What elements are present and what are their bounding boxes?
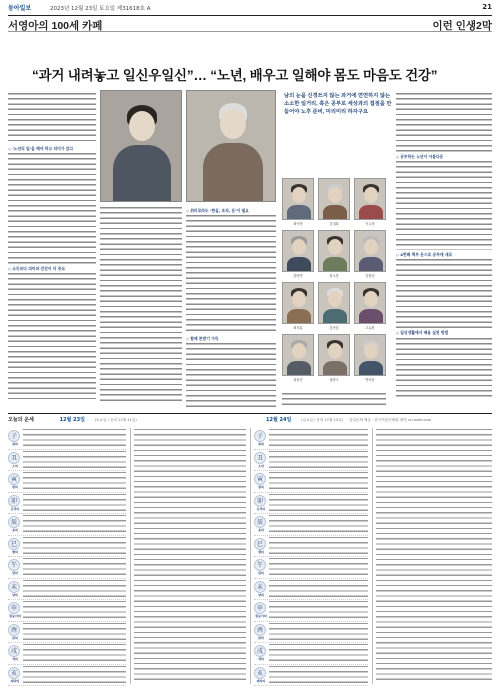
portrait-photo xyxy=(354,230,386,272)
sheep-icon: 未 xyxy=(8,581,20,593)
zodiac-entry xyxy=(8,450,126,472)
fortune-text xyxy=(269,600,368,620)
portrait-name: 이수정 xyxy=(365,222,375,226)
body-text xyxy=(396,337,492,397)
horoscope-date: 12월 23일 xyxy=(59,417,85,423)
zodiac-entry xyxy=(254,536,368,558)
article-column-5 xyxy=(396,92,492,410)
horoscope-source: 일일운세 제공 : 한국역술인협회 최면 nr.naver.com xyxy=(348,418,432,422)
horoscope-weekday: (토요일 / 음력 11월 11일) xyxy=(94,418,137,422)
article-photo-left xyxy=(100,90,182,202)
zodiac-entry xyxy=(8,471,126,493)
zodiac-name: 토끼띠 xyxy=(256,506,266,511)
section-divider xyxy=(8,413,492,414)
portrait-photo xyxy=(282,230,314,272)
zodiac-entry xyxy=(254,450,368,472)
horoscope-column-1 xyxy=(8,428,126,686)
horoscope-column-2 xyxy=(134,428,246,686)
zodiac-name: 닭띠 xyxy=(12,635,18,640)
newspaper-logo: 동아일보 xyxy=(8,5,32,12)
zodiac-name: 뱀띠 xyxy=(258,549,264,554)
dog-icon: 戌 xyxy=(8,645,20,657)
horse-icon: 午 xyxy=(8,559,20,571)
zodiac-name: 쥐띠 xyxy=(258,442,264,446)
zodiac-name: 돼지띠 xyxy=(10,678,20,683)
fortune-text xyxy=(376,428,492,684)
fortune-text xyxy=(23,471,126,491)
body-text xyxy=(8,272,96,402)
zodiac-entry xyxy=(8,579,126,601)
portrait-photo xyxy=(282,334,314,376)
horoscope-header-1 xyxy=(8,416,248,426)
fortune-text xyxy=(23,450,126,470)
subhead: ◇ 취미로라도 ‘현실, 조직, 돈’이 필요 xyxy=(186,208,249,213)
horoscope-weekday: (일요일 / 음력 11월 12일) xyxy=(301,418,344,422)
body-text xyxy=(396,160,492,250)
portrait-photo xyxy=(318,334,350,376)
zodiac-entry xyxy=(8,665,126,687)
body-text xyxy=(186,342,276,410)
horoscope-column-3 xyxy=(254,428,368,686)
portrait-photo xyxy=(354,334,386,376)
portrait-photo xyxy=(318,282,350,324)
zodiac-name: 개띠 xyxy=(258,657,264,661)
fortune-text xyxy=(23,579,126,599)
horoscope-header-2 xyxy=(252,416,492,426)
fortune-text xyxy=(23,557,126,577)
fortune-text xyxy=(23,536,126,556)
rooster-icon: 酉 xyxy=(8,624,20,636)
body-text xyxy=(396,258,492,328)
zodiac-entry xyxy=(8,536,126,558)
zodiac-name: 토끼띠 xyxy=(10,506,20,511)
zodiac-name: 소띠 xyxy=(258,463,264,468)
portrait-photo xyxy=(282,282,314,324)
fortune-text xyxy=(134,428,246,684)
zodiac-name: 원숭이띠 xyxy=(9,614,21,618)
sheep-icon: 未 xyxy=(254,581,266,593)
fortune-text xyxy=(269,665,368,685)
subhead: ◇ ‘노년의 일’을 해야 하고 의미가 있다 xyxy=(8,146,74,151)
column-separator xyxy=(250,428,251,684)
portrait-photo xyxy=(282,178,314,220)
subhead: ◇ 함께 본받기 가득 xyxy=(186,336,219,342)
portrait-name: 박지문 xyxy=(365,378,375,382)
fortune-text xyxy=(269,428,368,448)
tiger-icon: 寅 xyxy=(254,473,266,485)
fortune-text xyxy=(269,643,368,663)
section-title: 이런 인생2막 xyxy=(432,20,492,32)
fortune-text xyxy=(269,557,368,577)
fortune-text xyxy=(269,493,368,513)
dog-icon: 戌 xyxy=(254,645,266,657)
article-column-4-tail xyxy=(282,392,386,410)
rat-icon: 子 xyxy=(254,430,266,442)
portrait-name: 김대희 xyxy=(329,222,339,226)
pull-quote: 남의 눈을 신경쓰지 않는 과거에 연연하지 않는 소소한 일거리, 혹은 공부로 세상과의 접점을 만들어야 노후 준비, 미리미리 하자구요 xyxy=(284,93,392,116)
fortune-text xyxy=(23,428,126,448)
body-text xyxy=(8,92,96,144)
subhead: ◇ 소득보다 의미와 건강이 더 중요 xyxy=(8,266,66,272)
ox-icon: 丑 xyxy=(8,452,20,464)
column-title: 서영아의 100세 카페 xyxy=(8,20,103,32)
portrait-name: 한양연 xyxy=(293,274,303,278)
body-text xyxy=(396,92,492,152)
portrait-name: 강봉선 xyxy=(365,274,375,278)
zodiac-entry xyxy=(254,622,368,644)
zodiac-name: 용띠 xyxy=(12,528,18,532)
subhead: ◇ 일상생활에서 배움 실천 방법 xyxy=(396,330,449,336)
fortune-text xyxy=(23,643,126,663)
dragon-icon: 辰 xyxy=(254,516,266,528)
zodiac-entry xyxy=(8,622,126,644)
pig-icon: 亥 xyxy=(8,667,20,679)
snake-icon: 巳 xyxy=(8,538,20,550)
body-text xyxy=(8,152,96,264)
fortune-text xyxy=(269,471,368,491)
body-text xyxy=(186,214,276,334)
portrait-name: 최아정 xyxy=(293,222,303,226)
zodiac-name: 말띠 xyxy=(12,571,18,575)
portrait-name: 장용진 xyxy=(293,378,303,382)
zodiac-entry xyxy=(8,514,126,536)
zodiac-name: 양띠 xyxy=(12,592,18,597)
masthead xyxy=(8,3,492,12)
zodiac-entry xyxy=(254,665,368,687)
zodiac-entry xyxy=(8,600,126,622)
pig-icon: 亥 xyxy=(254,667,266,679)
zodiac-entry xyxy=(8,557,126,579)
zodiac-name: 닭띠 xyxy=(258,635,264,640)
portrait-photo xyxy=(354,178,386,220)
rabbit-icon: 卯 xyxy=(254,495,266,507)
article-column-3 xyxy=(186,206,276,410)
zodiac-entry xyxy=(254,600,368,622)
fortune-text xyxy=(23,493,126,513)
fortune-text xyxy=(23,514,126,534)
zodiac-name: 뱀띠 xyxy=(12,549,18,554)
zodiac-name: 원숭이띠 xyxy=(255,614,267,618)
zodiac-entry xyxy=(254,428,368,450)
portrait-collage xyxy=(282,178,386,386)
horoscope-column-4 xyxy=(376,428,492,686)
column-separator xyxy=(372,428,373,684)
page-number: 21 xyxy=(482,3,492,11)
portrait-name: 성시경 xyxy=(329,274,339,278)
rooster-icon: 酉 xyxy=(254,624,266,636)
article-column-2 xyxy=(100,206,182,410)
fortune-text xyxy=(269,536,368,556)
portrait-photo xyxy=(318,230,350,272)
column-separator xyxy=(130,428,131,684)
zodiac-entry xyxy=(254,493,368,515)
monkey-icon: 申 xyxy=(254,602,266,614)
zodiac-name: 돼지띠 xyxy=(256,678,266,683)
zodiac-name: 쥐띠 xyxy=(12,442,18,446)
horoscope-date: 12월 24일 xyxy=(266,417,292,423)
dragon-icon: 辰 xyxy=(8,516,20,528)
article-column-1 xyxy=(8,92,96,410)
ox-icon: 丑 xyxy=(254,452,266,464)
zodiac-entry xyxy=(254,514,368,536)
portrait-photo xyxy=(318,178,350,220)
article-photo-center xyxy=(186,90,276,202)
portrait-name: 권영구 xyxy=(329,378,339,382)
issue-date: 2023년 12월 23일 토요일 제31618호 A xyxy=(50,6,151,12)
fortune-text xyxy=(269,514,368,534)
body-text xyxy=(100,206,182,404)
zodiac-entry xyxy=(8,493,126,515)
tiger-icon: 寅 xyxy=(8,473,20,485)
fortune-text xyxy=(269,450,368,470)
rabbit-icon: 卯 xyxy=(8,495,20,507)
fortune-text xyxy=(269,622,368,642)
zodiac-entry xyxy=(8,643,126,665)
fortune-text xyxy=(23,665,126,685)
zodiac-entry xyxy=(8,428,126,450)
zodiac-entry xyxy=(254,643,368,665)
portrait-name: 최지훈 xyxy=(293,326,303,330)
article-headline: “과거 내려놓고 일신우일신”… “노년, 배우고 일해야 몸도 마음도 건강” xyxy=(32,68,438,83)
zodiac-name: 용띠 xyxy=(258,528,264,532)
zodiac-name: 범띠 xyxy=(12,485,18,489)
horse-icon: 午 xyxy=(254,559,266,571)
snake-icon: 巳 xyxy=(254,538,266,550)
fortune-text xyxy=(23,622,126,642)
horoscope-label: 오늘의 운세 xyxy=(8,417,34,423)
subhead: ◇ 공부하는 노년이 아름다운 xyxy=(396,154,444,159)
subhead: ◇ 4번째 책부 돈으로 공부에 새로 xyxy=(396,252,453,258)
zodiac-name: 양띠 xyxy=(258,592,264,597)
body-text xyxy=(282,392,386,408)
zodiac-entry xyxy=(254,471,368,493)
zodiac-name: 범띠 xyxy=(258,485,264,489)
section-bar xyxy=(8,15,492,32)
zodiac-name: 말띠 xyxy=(258,571,264,575)
monkey-icon: 申 xyxy=(8,602,20,614)
zodiac-name: 개띠 xyxy=(12,657,18,661)
zodiac-name: 소띠 xyxy=(12,463,18,468)
fortune-text xyxy=(269,579,368,599)
portrait-name: 김선임 xyxy=(329,326,339,330)
rat-icon: 子 xyxy=(8,430,20,442)
zodiac-entry xyxy=(254,579,368,601)
fortune-text xyxy=(23,600,126,620)
portrait-name: 고유장 xyxy=(365,326,375,330)
portrait-photo xyxy=(354,282,386,324)
zodiac-entry xyxy=(254,557,368,579)
